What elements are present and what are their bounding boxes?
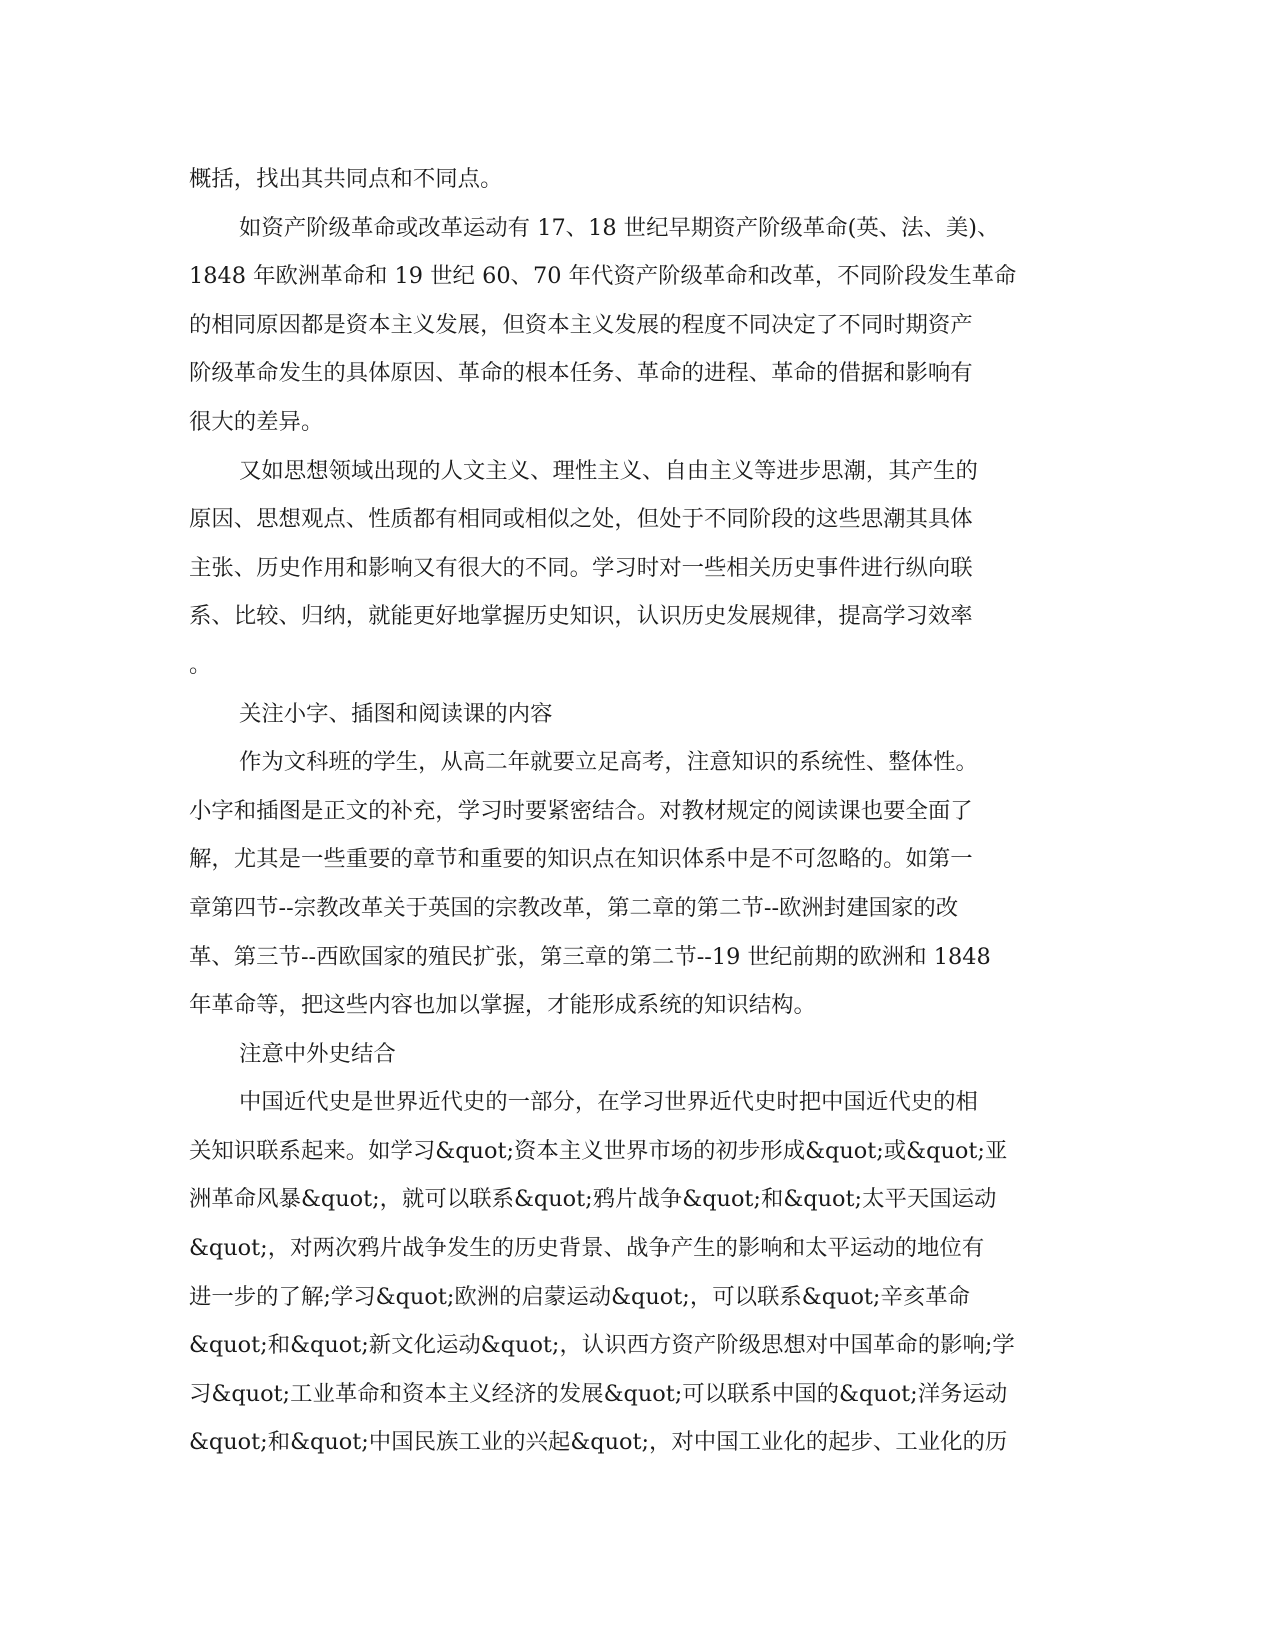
text-line: 小字和插图是正文的补充，学习时要紧密结合。对教材规定的阅读课也要全面了 [189,797,973,824]
text-line: &quot;和&quot;新文化运动&quot;，认识西方资产阶级思想对中国革命的影响;学 [189,1332,1015,1359]
text-line: 的相同原因都是资本主义发展，但资本主义发展的程度不同决定了不同时期资产 [189,311,973,338]
text-line: 。 [189,651,212,678]
paragraph-start-line: 作为文科班的学生，从高二年就要立足高考，注意知识的系统性、整体性。 [239,749,978,776]
text-line: 主张、历史作用和影响又有很大的不同。学习时对一些相关历史事件进行纵向联 [189,554,973,581]
text-line: &quot;，对两次鸦片战争发生的历史背景、战争产生的影响和太平运动的地位有 [189,1235,985,1262]
paragraph-start-line: 又如思想领域出现的人文主义、理性主义、自由主义等进步思潮，其产生的 [239,457,978,484]
text-line: 很大的差异。 [189,408,324,435]
text-line: 原因、思想观点、性质都有相同或相似之处，但处于不同阶段的这些思潮其具体 [189,506,973,533]
text-line: 洲革命风暴&quot;，就可以联系&quot;鸦片战争&quot;和&quot;太平天国运动 [189,1186,997,1213]
text-line: 年革命等，把这些内容也加以掌握，才能形成系统的知识结构。 [189,992,816,1019]
document-body [189,155,1069,1467]
section-heading: 注意中外史结合 [239,1040,396,1067]
text-line: 革、第三节--西欧国家的殖民扩张，第三章的第二节--19 世纪前期的欧洲和 1848 [189,943,991,970]
text-line: &quot;和&quot;中国民族工业的兴起&quot;，对中国工业化的起步、工业化的历 [189,1429,1008,1456]
paragraph-start-line: 如资产阶级革命或改革运动有 17、18 世纪早期资产阶级革命(英、法、美)、 [239,214,1000,241]
text-line: 阶级革命发生的具体原因、革命的根本任务、革命的进程、革命的借据和影响有 [189,360,973,387]
text-line: 关知识联系起来。如学习&quot;资本主义世界市场的初步形成&quot;或&quot;亚 [189,1137,1008,1164]
text-line: 章第四节--宗教改革关于英国的宗教改革，第二章的第二节--欧洲封建国家的改 [189,894,959,921]
section-heading: 关注小字、插图和阅读课的内容 [239,700,553,727]
text-line: 1848 年欧洲革命和 19 世纪 60、70 年代资产阶级革命和改革，不同阶段发生革命 [189,263,1017,290]
text-line: 概括，找出其共同点和不同点。 [189,166,503,192]
text-line: 进一步的了解;学习&quot;欧洲的启蒙运动&quot;，可以联系&quot;辛亥革命 [189,1283,971,1310]
text-line: 解，尤其是一些重要的章节和重要的知识点在知识体系中是不可忽略的。如第一 [189,846,973,873]
text-line: 习&quot;工业革命和资本主义经济的发展&quot;可以联系中国的&quot;洋务运动 [189,1380,1008,1407]
text-line: 系、比较、归纳，就能更好地掌握历史知识，认识历史发展规律，提高学习效率 [189,603,973,630]
paragraph-start-line: 中国近代史是世界近代史的一部分，在学习世界近代史时把中国近代史的相 [239,1089,978,1116]
